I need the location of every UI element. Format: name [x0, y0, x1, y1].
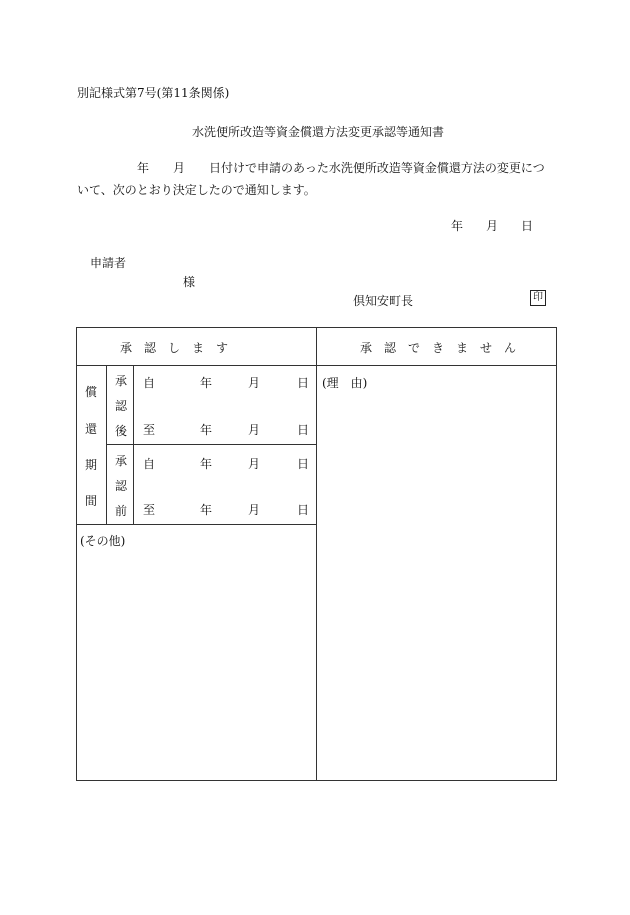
- applicant-honorific: 様: [183, 275, 196, 289]
- deny-header: 承 認 で き ま せ ん: [360, 341, 517, 355]
- body-year: 年: [137, 161, 150, 175]
- before-from-year: 年: [200, 457, 213, 471]
- period-label-3: 期: [85, 458, 98, 472]
- date-day: 日: [521, 219, 534, 233]
- after-to-year: 年: [200, 423, 213, 437]
- body-day: 日: [209, 161, 222, 175]
- before-label-2: 認: [115, 479, 128, 493]
- after-to-label: 至: [143, 423, 156, 437]
- body-text: [77, 157, 555, 201]
- issuer-name: 倶知安町長: [353, 294, 414, 308]
- before-to-month: 月: [248, 503, 261, 517]
- reason-label: (理 由): [322, 376, 368, 390]
- before-to-year: 年: [200, 503, 213, 517]
- after-label-3: 後: [115, 424, 128, 438]
- after-label-1: 承: [115, 374, 128, 388]
- body-month: 月: [173, 161, 186, 175]
- body-sentence: 付けで申請のあった水洗便所改造等資金償還方法の変更について、次のとおり決定したので通知します。: [77, 161, 545, 197]
- approve-header: 承 認 し ま す: [120, 341, 229, 355]
- applicant-label: 申請者: [90, 256, 127, 270]
- before-from-month: 月: [248, 457, 261, 471]
- after-to-day: 日: [297, 423, 310, 437]
- other-label: (その他): [80, 534, 126, 548]
- seal-mark: 印: [530, 290, 546, 306]
- after-to-month: 月: [248, 423, 261, 437]
- after-from-year: 年: [200, 376, 213, 390]
- before-label-3: 前: [115, 504, 128, 518]
- period-label-1: 償: [85, 385, 98, 399]
- date-year: 年: [451, 219, 464, 233]
- before-from-day: 日: [297, 457, 310, 471]
- form-number: 別記様式第7号(第11条関係): [77, 86, 230, 100]
- after-from-day: 日: [297, 376, 310, 390]
- after-label-2: 認: [115, 399, 128, 413]
- period-label-4: 間: [85, 494, 98, 508]
- before-to-day: 日: [297, 503, 310, 517]
- before-label-1: 承: [115, 454, 128, 468]
- period-label-2: 還: [85, 422, 98, 436]
- date-month: 月: [486, 219, 499, 233]
- after-from-month: 月: [248, 376, 261, 390]
- before-from-label: 自: [143, 457, 156, 471]
- after-from-label: 自: [143, 376, 156, 390]
- document-title: 水洗便所改造等資金償還方法変更承認等通知書: [192, 125, 445, 139]
- before-to-label: 至: [143, 503, 156, 517]
